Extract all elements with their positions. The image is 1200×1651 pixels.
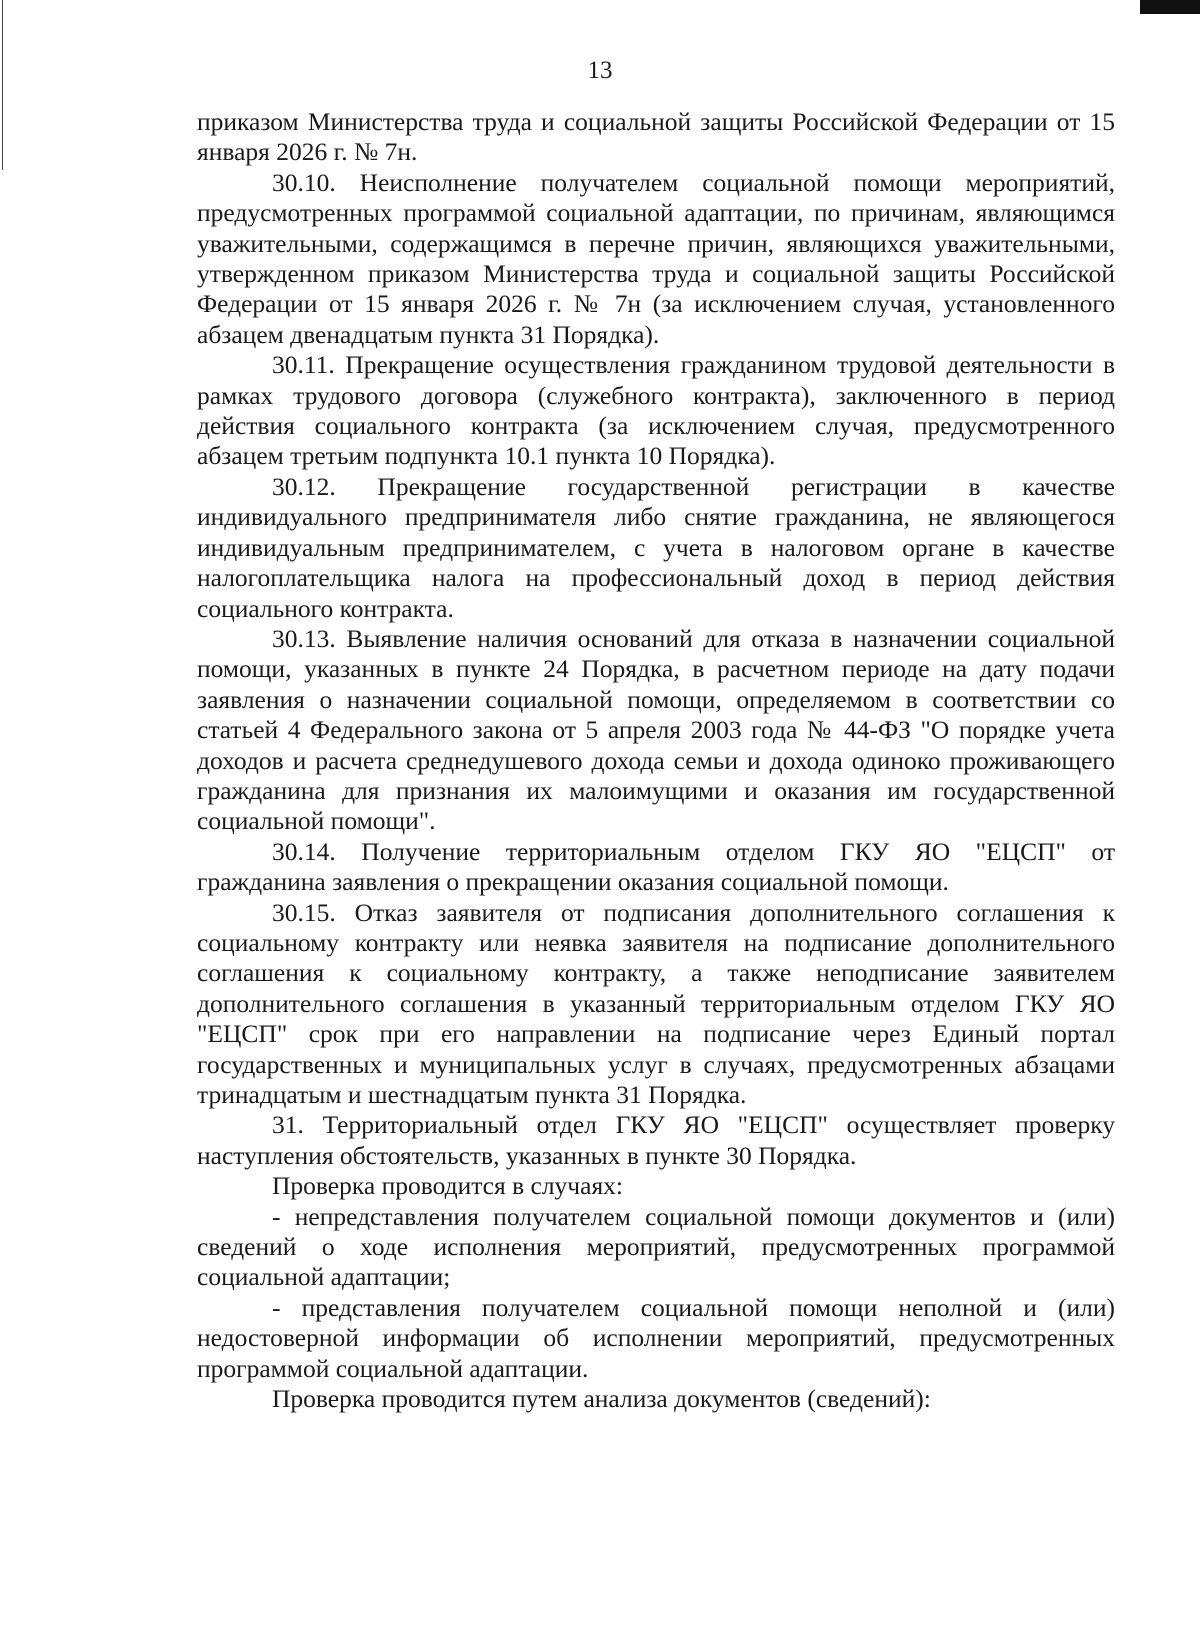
paragraph-30-14: 30.14. Получение территориальным отделом ГКУ ЯО "ЕЦСП" от гражданина заявления о прекращении оказания социальной помощи. (197, 836, 1115, 897)
page-number: 13 (587, 57, 613, 84)
paragraph-30-13: 30.13. Выявление наличия оснований для отказа в назначении социальной помощи, указанных в пункте 24 Порядка, в расчетном периоде на дату подачи заявления о назначении социальной помощи, определяемом в соответствии со статьей 4 Федерального закона от 5 апреля 2003 года № 44-ФЗ "О порядке учета доходов и расчета среднедушевого дохода семьи и дохода одиноко проживающего гражданина для признания их малоимущими и оказания им государственной социальной помощи". (197, 623, 1115, 836)
paragraph-31: 31. Территориальный отдел ГКУ ЯО "ЕЦСП" осуществляет проверку наступления обстоятельств, указанных в пункте 30 Порядка. (197, 1110, 1115, 1170)
paragraph-continuation: приказом Министерства труда и социальной защиты Российской Федерации от 15 января 2026 г. № 7н. (197, 107, 1115, 167)
scan-edge-mark (1140, 0, 1200, 14)
list-item-nonsubmission: - непредставления получателем социальной помощи документов и (или) сведений о ходе исполнения мероприятий, предусмотренных программой социальной адаптации; (197, 1201, 1115, 1292)
paragraph-check-method: Проверка проводится путем анализа документов (сведений): (272, 1384, 931, 1414)
paragraph-30-12: 30.12. Прекращение государственной регистрации в качестве индивидуального предпринимателя либо снятие гражданина, не являющегося индивидуальным предпринимателем, с учета в налоговом органе в качестве налогоплательщика налога на профессиональный доход в период действия социального контракта. (197, 471, 1115, 623)
paragraph-30-10: 30.10. Неисполнение получателем социальной помощи мероприятий, предусмотренных программой социальной адаптации, по причинам, являющимся уважительными, содержащимся в перечне причин, являющихся уважительными, утвержденном приказом Министерства труда и социальной защиты Российской Федерации от 15 января 2026 г. № 7н (за исключением случая, установленного абзацем двенадцатым пункта 31 Порядка). (197, 167, 1115, 349)
paragraph-30-15: 30.15. Отказ заявителя от подписания дополнительного соглашения к социальному контракту или неявка заявителя на подписание дополнительного соглашения к социальному контракту, а также неподписание заявителем дополнительного соглашения в указанный территориальным отделом ГКУ ЯО "ЕЦСП" срок при его направлении на подписание через Единый портал государственных и муниципальных услуг в случаях, предусмотренных абзацами тринадцатым и шестнадцатым пункта 31 Порядка. (197, 897, 1115, 1109)
paragraph-check-cases: Проверка проводится в случаях: (272, 1171, 624, 1201)
document-body (197, 107, 1115, 1414)
paragraph-30-11: 30.11. Прекращение осуществления гражданином трудовой деятельности в рамках трудового договора (служебного контракта), заключенного в период действия социального контракта (за исключением случая, предусмотренного абзацем третьим подпункта 10.1 пункта 10 Порядка). (197, 350, 1115, 471)
list-item-incomplete-info: - представления получателем социальной помощи неполной и (или) недостоверной информации об исполнении мероприятий, предусмотренных программой социальной адаптации. (197, 1292, 1115, 1383)
